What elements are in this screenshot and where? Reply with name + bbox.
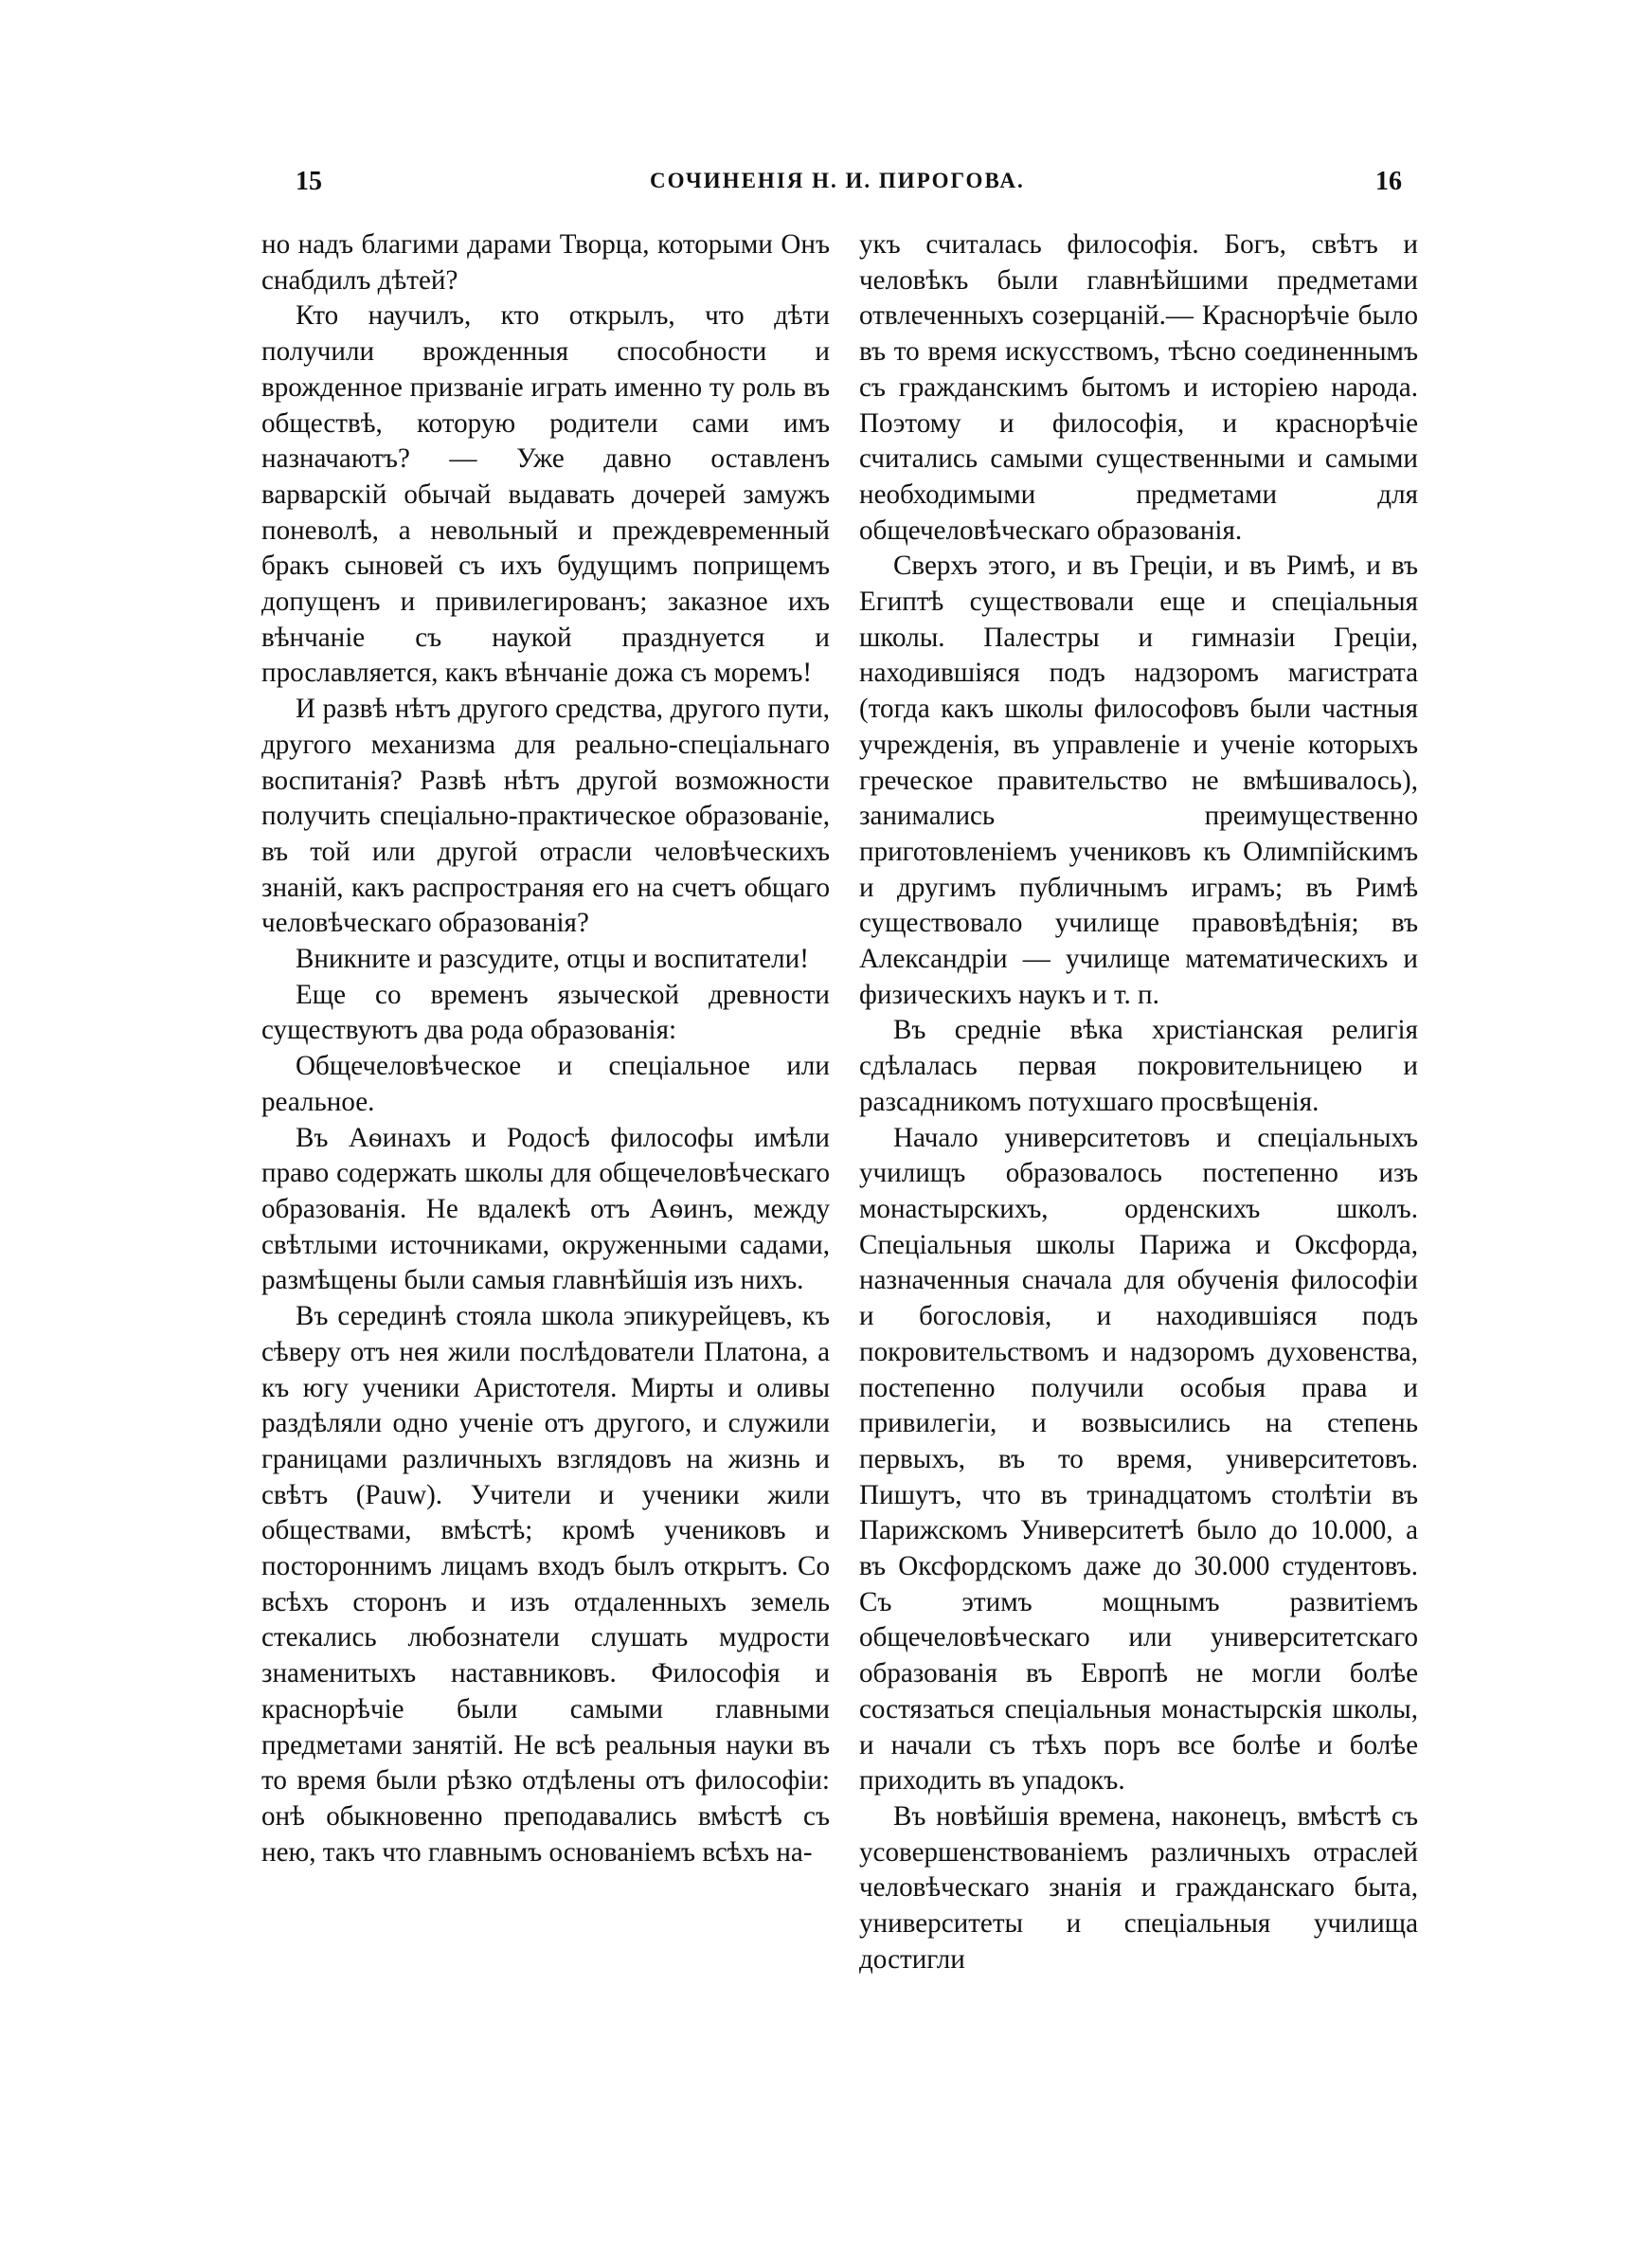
paragraph: но надъ благими дарами Творца, которыми Онъ снабдилъ дѣтей? bbox=[261, 229, 830, 296]
page-header bbox=[296, 167, 1402, 208]
paragraph: Въ новѣйшія времена, наконецъ, вмѣстѣ съ усовершенствованіемъ различныхъ отраслей человѣческаго знанія и гражданскаго быта, университеты и спеціальныя училища достигли bbox=[859, 1800, 1418, 1975]
right-column bbox=[859, 227, 1418, 1977]
paragraph: Въ средніе вѣка христіанская религія сдѣлалась первая покровительницею и разсадникомъ потухшаго просвѣщенія. bbox=[859, 1015, 1418, 1117]
paragraph: укъ считалась философія. Богъ, свѣтъ и человѣкъ были главнѣйшими предметами отвлеченныхъ созерцаній.— Краснорѣчіе было въ то время искусствомъ, тѣсно соединеннымъ съ гражданскимъ бытомъ и исторіею народа. Поэтому и философія, и краснорѣчіе считались самыми существенными и самыми необходимыми предметами для общечеловѣческаго образованія. bbox=[859, 229, 1418, 546]
paragraph: И развѣ нѣтъ другого средства, другого пути, другого механизма для реально-спеціальнаго воспитанія? Развѣ нѣтъ другой возможности получить спеціально-практическое образованіе, въ той или другой отрасли человѣческихъ знаній, какъ распространяя его на счетъ общаго человѣческаго образованія? bbox=[261, 694, 830, 939]
paragraph: Въ Аѳинахъ и Родосѣ философы имѣли право содержать школы для общечеловѣческаго образованія. Не вдалекѣ отъ Аѳинъ, между свѣтлыми источниками, окруженными садами, размѣщены были самыя главнѣйшія изъ нихъ. bbox=[261, 1122, 830, 1296]
running-title: СОЧИНЕНІЯ Н. И. ПИРОГОВА. bbox=[650, 169, 1025, 192]
left-column bbox=[261, 227, 830, 1870]
paragraph: Кто научилъ, кто открылъ, что дѣти получили врожденныя способности и врожденное призваніе играть именно ту роль въ обществѣ, которую родители сами имъ назначаютъ? — Уже давно оставленъ варварскій обычай выдавать дочерей замужъ поневолѣ, а невольный и преждевременный бракъ сыновей съ ихъ будущимъ поприщемъ допущенъ и привилегированъ; заказное ихъ вѣнчаніе съ наукой празднуется и прославляется, какъ вѣнчаніе дожа съ моремъ! bbox=[261, 300, 830, 689]
paragraph: Еще со временъ языческой древности существуютъ два рода образованія: bbox=[261, 979, 830, 1046]
paragraph: Въ серединѣ стояла школа эпикурейцевъ, къ сѣверу отъ нея жили послѣдователи Платона, а къ югу ученики Аристотеля. Мирты и оливы раздѣляли одно ученіе отъ другого, и служили границами различныхъ взглядовъ на жизнь и свѣтъ (Pauw). Учители и ученики жили обществами, вмѣстѣ; кромѣ учениковъ и постороннимъ лицамъ входъ былъ открытъ. Со всѣхъ сторонъ и изъ отдаленныхъ земель стекались любознатели слушать мудрости знаменитыхъ наставниковъ. Философія и краснорѣчіе были самыми главными предметами занятій. Не всѣ реальныя науки въ то время были рѣзко отдѣлены отъ философіи: онѣ обыкновенно преподавались вмѣстѣ съ нею, такъ что главнымъ основаніемъ всѣхъ на- bbox=[261, 1301, 830, 1868]
paragraph: Сверхъ этого, и въ Греціи, и въ Римѣ, и въ Египтѣ существовали еще и спеціальныя школы. Палестры и гимназіи Греціи, находившіяся подъ надзоромъ магистрата (тогда какъ школы философовъ были частныя учрежденія, въ управленіе и ученіе которыхъ греческое правительство не вмѣшивалось), занимались преимущественно приготовленіемъ учениковъ къ Олимпійскимъ и другимъ публичнымъ играмъ; въ Римѣ существовало училище правовѣдѣнія; въ Александріи — училище математическихъ и физическихъ наукъ и т. п. bbox=[859, 551, 1418, 1010]
paragraph: Вникните и разсудите, отцы и воспитатели! bbox=[296, 944, 809, 975]
page-number-right: 16 bbox=[1375, 167, 1402, 196]
paragraph: Начало университетовъ и спеціальныхъ училищъ образовалось постепенно изъ монастырскихъ, орденскихъ школъ. Спеціальныя школы Парижа и Оксфорда, назначенныя сначала для обученія философіи и богословія, и находившіяся подъ покровительствомъ и надзоромъ духовенства, постепенно получили особыя права и привилегіи, и возвысились на степень первыхъ, въ то время, университетовъ. Пишутъ, что въ тринадцатомъ столѣтіи въ Парижскомъ Университетѣ было до 10.000, а въ Оксфордскомъ даже до 30.000 студентовъ. Съ этимъ мощнымъ развитіемъ общечеловѣческаго или университетскаго образованія въ Европѣ не могли болѣе состязаться спеціальныя монастырскія школы, и начали съ тѣхъ поръ все болѣе и болѣе приходить въ упадокъ. bbox=[859, 1122, 1418, 1797]
paragraph: Общечеловѣческое и спеціальное или реальное. bbox=[261, 1051, 830, 1117]
page-number-left: 15 bbox=[296, 167, 322, 196]
